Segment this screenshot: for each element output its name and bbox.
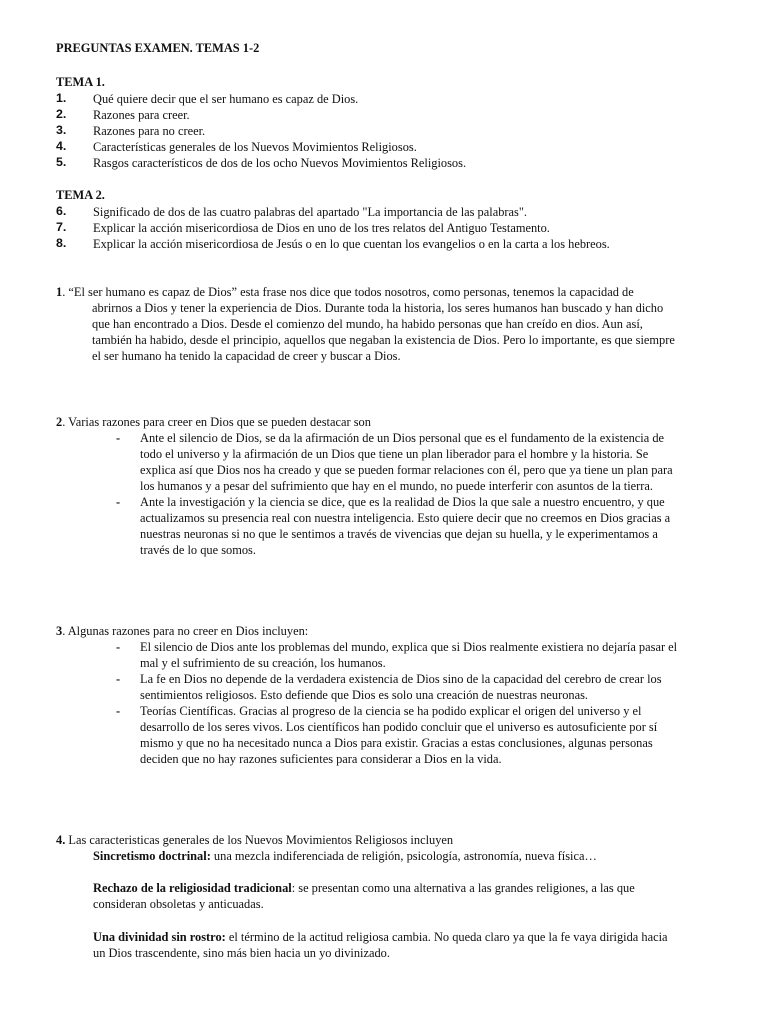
answer-line: el ser humano ha tenido la capacidad de creer y buscar a Dios.: [92, 349, 401, 363]
feature-term: Sincretismo doctrinal:: [93, 849, 211, 863]
bullet-item: [116, 703, 706, 767]
answer-3-intro: [56, 623, 706, 639]
bullet-line: través de lo que somos.: [140, 543, 256, 557]
bullet-line: todo el universo y la afirmación de un Dios que tiene un plan liberador para el hombre y la historia. Se: [140, 447, 649, 461]
question-text: Significado de dos de las cuatro palabras del apartado "La importancia de las palabras".: [93, 205, 527, 219]
feature-item: [93, 929, 705, 961]
bullet-line: nuestras neuronas si no que le sentimos a través de vivencias que dejan su huella, y le experimentamos a: [140, 527, 658, 541]
tema1-heading: TEMA 1.: [56, 75, 105, 89]
bullet-dash: -: [116, 672, 121, 686]
question-number: 4.: [56, 139, 67, 153]
bullet-item: [116, 430, 706, 494]
bullet-dash: -: [116, 495, 121, 509]
bullet-item: [116, 494, 706, 558]
answer-number: 2: [56, 415, 63, 429]
feature-text: una mezcla indiferenciada de religión, psicología, astronomía, nueva física…: [210, 849, 597, 863]
answer-intro-text: Las caracteristicas generales de los Nuevos Movimientos Religiosos incluyen: [65, 833, 454, 847]
answer-number: 4.: [56, 833, 66, 847]
answer-number: 3: [56, 624, 63, 638]
bullet-line: El silencio de Dios ante los problemas del mundo, explica que si Dios realmente existiera no dejaría pasar el: [140, 640, 678, 654]
question-text: Qué quiere decir que el ser humano es capaz de Dios.: [93, 92, 359, 106]
bullet-line: explica así que Dios nos ha creado y que se pueden formar relaciones con él, pero que ya tiene un plan para: [140, 463, 673, 477]
feature-text: el término de la actitud religiosa cambia. No queda claro ya que la fe vaya dirigida hacia: [225, 930, 668, 944]
answer-2-bullet-list: [116, 430, 706, 558]
document-title: PREGUNTAS EXAMEN. TEMAS 1-2: [56, 41, 260, 55]
question-number: 2.: [56, 107, 67, 121]
question-text: Explicar la acción misericordiosa de Jesús o en lo que cuentan los evangelios o en la carta a los hebreos.: [93, 237, 610, 251]
bullet-line: mismo y que no ha necesitado nunca a Dios para existir. Gracias a estas conclusiones, algunas personas: [140, 736, 653, 750]
question-text: Explicar la acción misericordiosa de Dios en uno de los tres relatos del Antiguo Testamento.: [93, 221, 550, 235]
bullet-item: [116, 639, 706, 671]
bullet-line: actualizamos su presencia real con nuestra inteligencia. Esto quiere decir que no creemos en Dios gracias a: [140, 511, 671, 525]
answer-4-intro: [56, 832, 706, 848]
bullet-dash: -: [116, 431, 121, 445]
feature-item: [93, 848, 705, 864]
feature-term: Una divinidad sin rostro:: [93, 930, 226, 944]
bullet-line: Ante el silencio de Dios, se da la afirmación de un Dios personal que es el fundamento de la existencia de: [140, 431, 665, 445]
question-text: Razones para no creer.: [93, 124, 206, 138]
question-number: 3.: [56, 123, 67, 137]
question-number: 7.: [56, 220, 67, 234]
answer-1-first-line: [56, 284, 706, 300]
bullet-dash: -: [116, 704, 121, 718]
bullet-line: mal y el sufrimiento de su creación, los humanos.: [140, 656, 386, 670]
bullet-line: deciden que no hay razones suficientes para considerar a Dios en la vida.: [140, 752, 502, 766]
bullet-line: desarrollo de los seres vivos. Los científicos han podido concluir que el universo es autosuficiente por sí: [140, 720, 658, 734]
bullet-item: [116, 671, 706, 703]
feature-term: Rechazo de la religiosidad tradicional: [93, 881, 292, 895]
feature-item: [93, 880, 705, 912]
answer-2-intro: [56, 414, 706, 430]
question-text: Rasgos característicos de dos de los ocho Nuevos Movimientos Religiosos.: [93, 156, 467, 170]
bullet-line: La fe en Dios no depende de la verdadera existencia de Dios sino de la capacidad del cerebro de crear los: [140, 672, 662, 686]
question-text: Razones para creer.: [93, 108, 190, 122]
bullet-dash: -: [116, 640, 121, 654]
bullet-line: Teorías Científicas. Gracias al progreso de la ciencia se ha podido explicar el origen del universo y el: [140, 704, 642, 718]
question-number: 6.: [56, 204, 67, 218]
question-text: Características generales de los Nuevos Movimientos Religiosos.: [93, 140, 417, 154]
answer-line: abrirnos a Dios y tener la experiencia de Dios. Durante toda la historia, los seres humanos han buscado y han dicho: [92, 301, 664, 315]
bullet-line: sentimientos religiosos. Esto defiende que Dios es solo una creación de nuestras neuronas.: [140, 688, 589, 702]
answer-1: [56, 284, 706, 364]
feature-text: un Dios trascendente, sino más bien hacia un yo divinizado.: [93, 946, 390, 960]
tema2-heading: TEMA 2.: [56, 188, 105, 202]
bullet-line: los humanos y a pesar del sufrimiento que hay en el mundo, no puede interferir con asuntos de la tierra.: [140, 479, 654, 493]
question-number: 8.: [56, 236, 67, 250]
answer-line: . “El ser humano es capaz de Dios” esta frase nos dice que todos nosotros, como personas, tenemos la capacidad de: [62, 285, 634, 299]
feature-text: : se presentan como una alternativa a las grandes religiones, a las que: [291, 881, 635, 895]
answer-intro-text: . Varias razones para creer en Dios que se pueden destacar son: [62, 415, 371, 429]
answer-3-bullet-list: [116, 639, 706, 767]
answer-line: también ha habido, desde el principio, aquellos que negaban la existencia de Dios. Pero lo importante, es que siempre: [92, 333, 675, 347]
question-number: 1.: [56, 91, 67, 105]
bullet-line: Ante la investigación y la ciencia se dice, que es la realidad de Dios la que sale a nuestro encuentro, y que: [140, 495, 665, 509]
answer-line: que han encontrado a Dios. Desde el comienzo del mundo, ha habido personas que han creído en dios. Aun así,: [92, 317, 643, 331]
answer-number: 1: [56, 285, 63, 299]
question-number: 5.: [56, 155, 67, 169]
answer-intro-text: . Algunas razones para no creer en Dios incluyen:: [62, 624, 309, 638]
feature-text: consideran obsoletas y anticuadas.: [93, 897, 264, 911]
